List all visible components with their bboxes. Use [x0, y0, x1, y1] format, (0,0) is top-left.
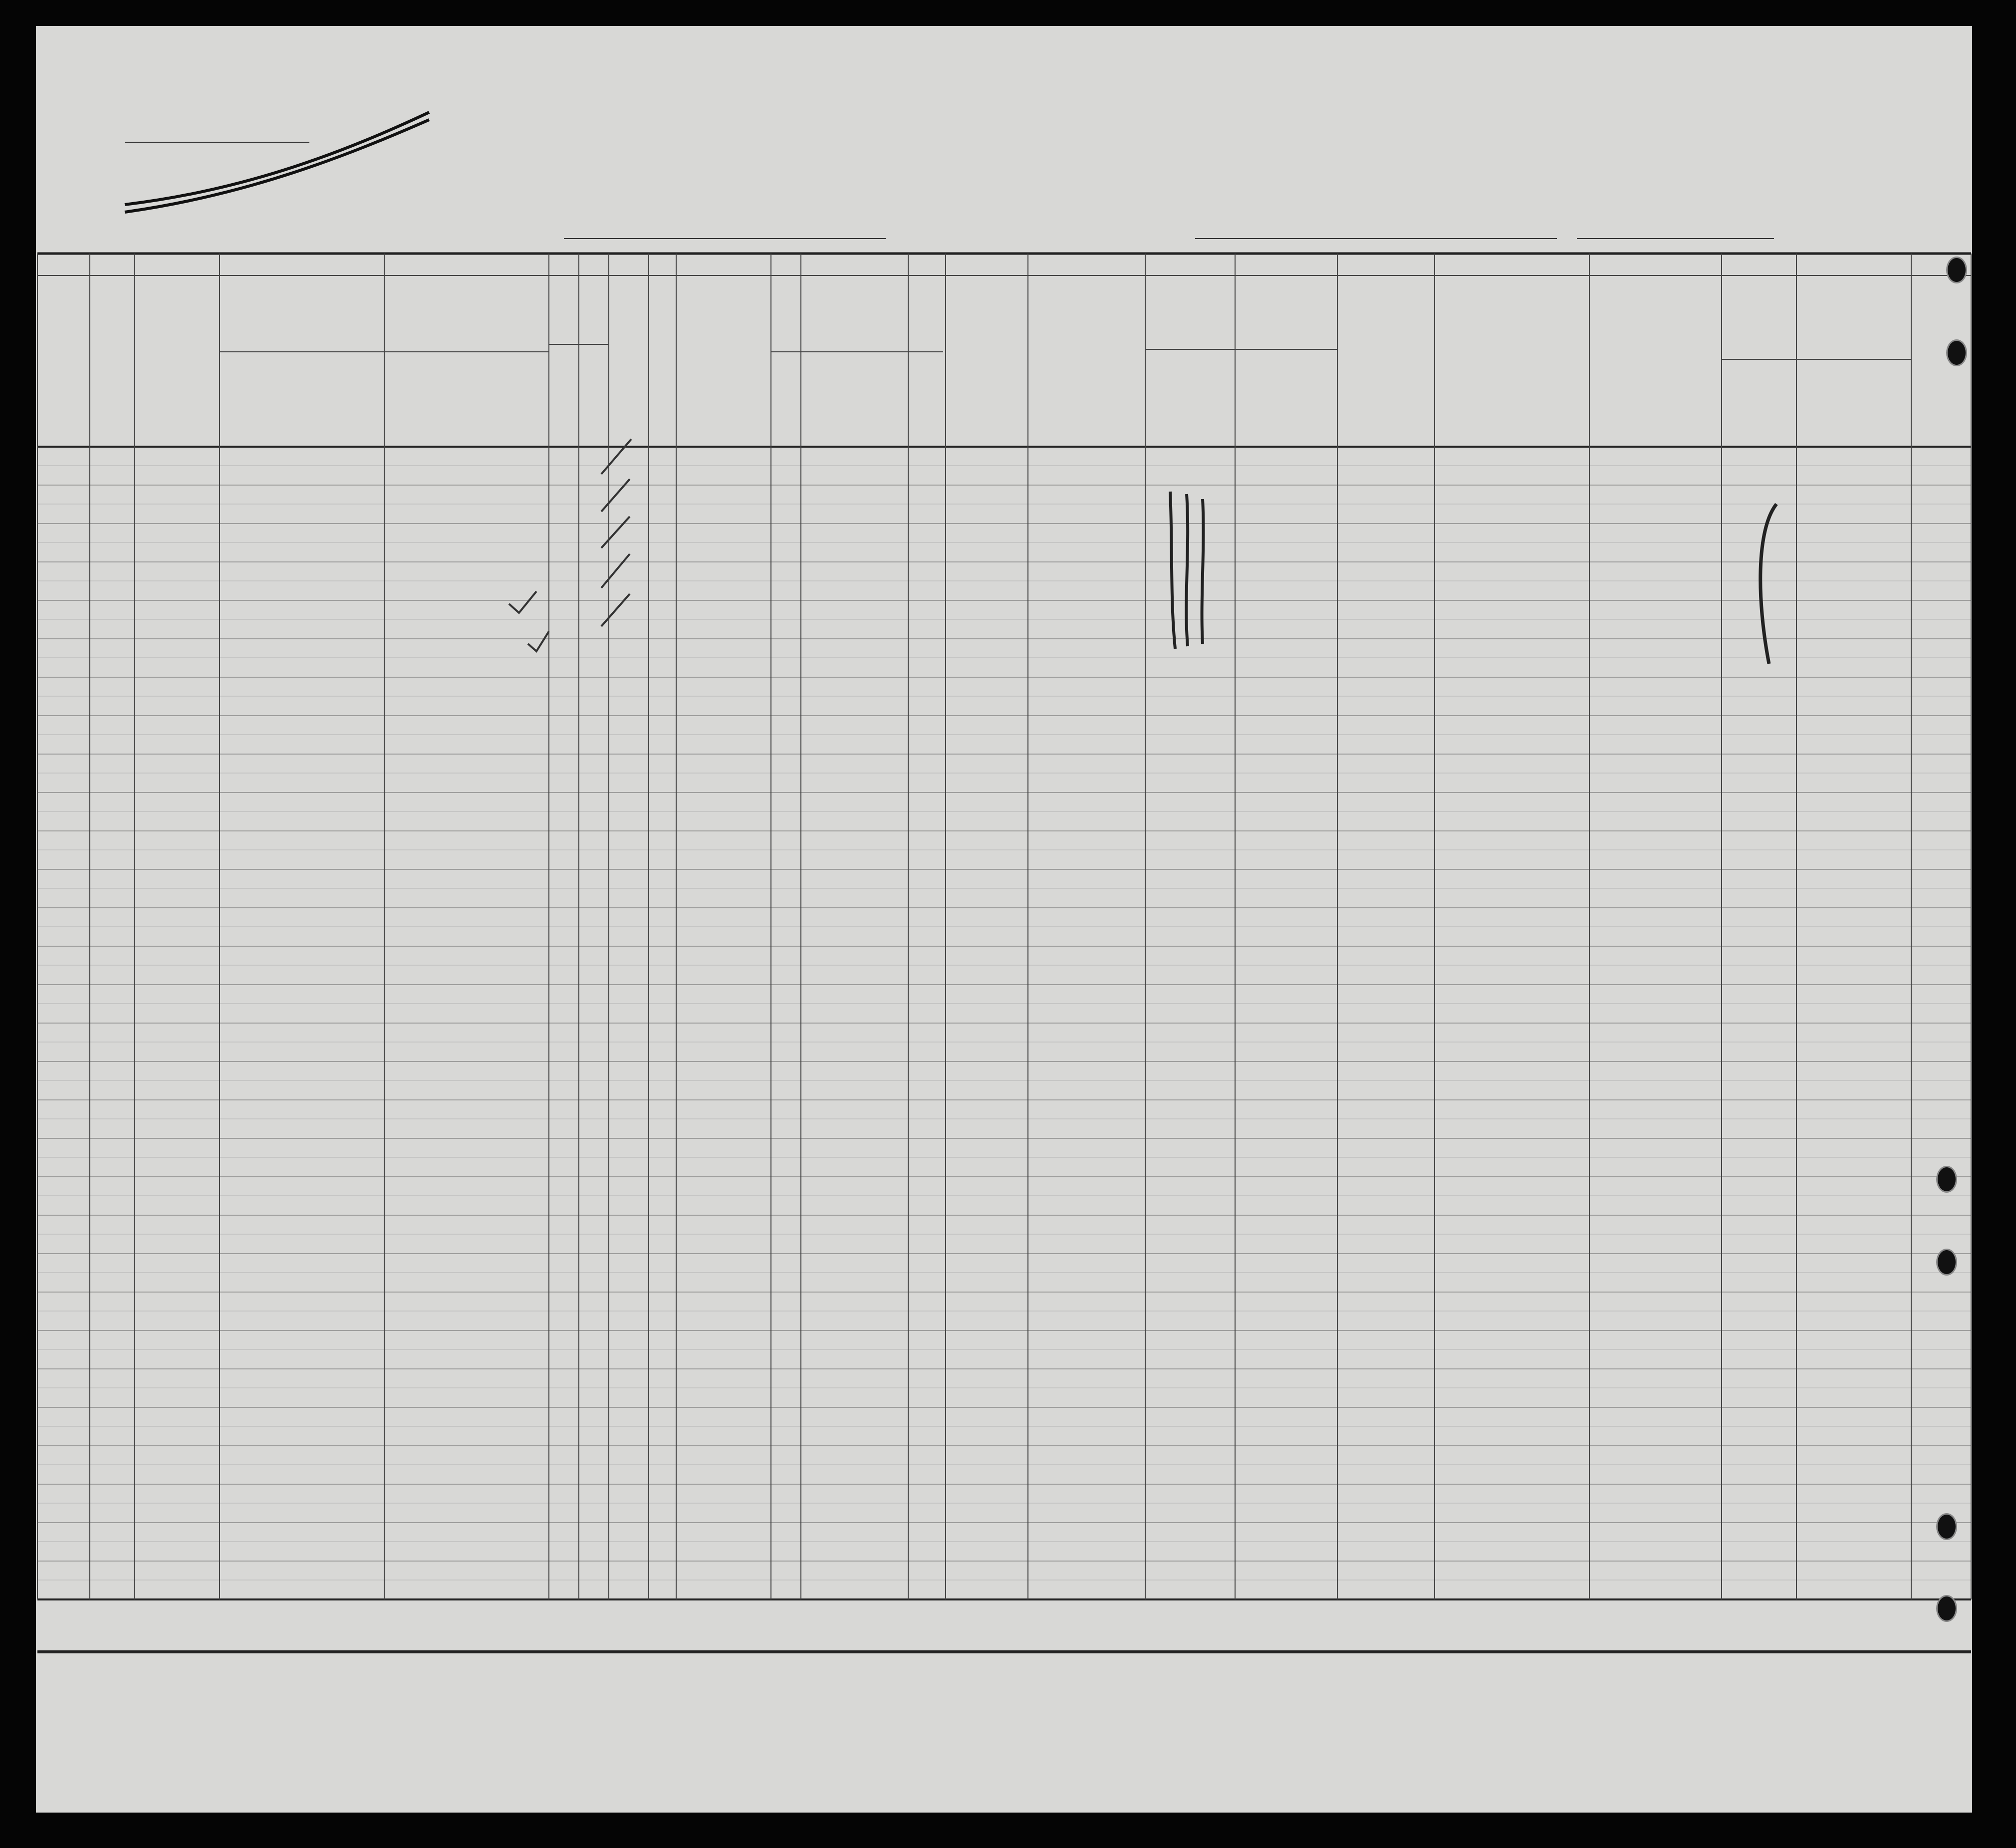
binder-hole: [1936, 1513, 1957, 1540]
birth-country-ditto-marks: [1170, 492, 1203, 649]
binder-hole: [1946, 257, 1967, 283]
binder-hole: [1936, 1249, 1957, 1276]
residence-ditto-mark: [1761, 504, 1776, 664]
list-number-strike: [125, 112, 429, 212]
age-slash-marks: [601, 439, 631, 626]
binder-hole: [1936, 1595, 1957, 1622]
binder-hole: [1946, 339, 1967, 366]
binder-hole: [1936, 1166, 1957, 1193]
